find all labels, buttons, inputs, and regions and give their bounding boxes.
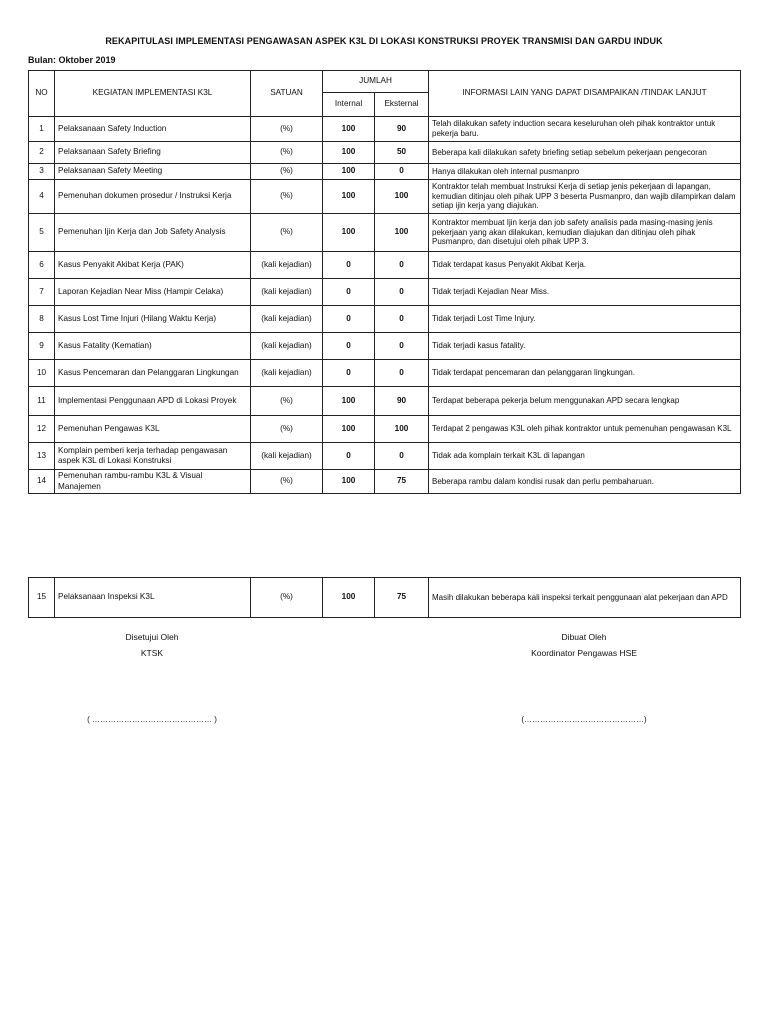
row-internal: 0 [323, 252, 375, 279]
row-info: Terdapat beberapa pekerja belum menggunakan APD secara lengkap [429, 387, 741, 416]
row-unit: (kali kejadian) [251, 443, 323, 470]
row-external: 75 [375, 578, 429, 618]
row-external: 100 [375, 416, 429, 443]
table-row [29, 333, 741, 360]
row-unit: (kali kejadian) [251, 360, 323, 387]
row-internal: 0 [323, 360, 375, 387]
table-row [29, 252, 741, 279]
row-activity: Pemenuhan Ijin Kerja dan Job Safety Analysis [55, 214, 251, 252]
row-info: Beberapa kali dilakukan safety briefing setiap sebelum pekerjaan pengecoran [429, 142, 741, 164]
row-info: Tidak terjadi Kejadian Near Miss. [429, 279, 741, 306]
row-activity: Pelaksanaan Inspeksi K3L [55, 578, 251, 618]
table-row [29, 279, 741, 306]
row-info: Terdapat 2 pengawas K3L oleh pihak kontraktor untuk pemenuhan pengawasan K3L [429, 416, 741, 443]
row-external: 100 [375, 180, 429, 214]
row-internal: 100 [323, 578, 375, 618]
row-internal: 100 [323, 180, 375, 214]
row-no: 15 [29, 578, 55, 618]
header-internal: Internal [323, 93, 375, 117]
row-unit: (%) [251, 387, 323, 416]
row-unit: (kali kejadian) [251, 252, 323, 279]
row-activity: Pemenuhan rambu-rambu K3L & Visual Manajemen [55, 470, 251, 494]
row-external: 100 [375, 214, 429, 252]
row-activity: Komplain pemberi kerja terhadap pengawasan aspek K3L di Lokasi Konstruksi [55, 443, 251, 470]
row-no: 2 [29, 142, 55, 164]
row-no: 9 [29, 333, 55, 360]
table-row [29, 180, 741, 214]
row-info: Tidak terdapat kasus Penyakit Akibat Kerja. [429, 252, 741, 279]
row-unit: (%) [251, 470, 323, 494]
header-total: JUMLAH [323, 71, 429, 93]
row-no: 11 [29, 387, 55, 416]
row-internal: 100 [323, 416, 375, 443]
report-month: Bulan: Oktober 2019 [28, 55, 116, 65]
table-row [29, 360, 741, 387]
header-external: Eksternal [375, 93, 429, 117]
table-row [29, 387, 741, 416]
header-unit: SATUAN [251, 71, 323, 117]
row-external: 0 [375, 333, 429, 360]
row-activity: Kasus Lost Time Injuri (Hilang Waktu Kerja) [55, 306, 251, 333]
table-row [29, 416, 741, 443]
row-unit: (kali kejadian) [251, 279, 323, 306]
table-row [29, 142, 741, 164]
header-no: NO [29, 71, 55, 117]
row-external: 0 [375, 306, 429, 333]
row-no: 1 [29, 117, 55, 142]
row-activity: Kasus Pencemaran dan Pelanggaran Lingkungan [55, 360, 251, 387]
row-internal: 100 [323, 214, 375, 252]
row-info: Tidak terjadi kasus fatality. [429, 333, 741, 360]
signature-prepared-blank: (………………………………………) [521, 715, 647, 724]
document-title: REKAPITULASI IMPLEMENTASI PENGAWASAN ASPEK K3L DI LOKASI KONSTRUKSI PROYEK TRANSMISI DAN GARDU INDUK [105, 36, 663, 46]
row-unit: (%) [251, 142, 323, 164]
k3l-recap-table-continued [28, 577, 741, 618]
row-unit: (%) [251, 416, 323, 443]
row-info: Tidak terjadi Lost Time Injury. [429, 306, 741, 333]
row-activity: Pelaksanaan Safety Briefing [55, 142, 251, 164]
signature-prepared-label: Dibuat Oleh [561, 632, 607, 642]
row-internal: 100 [323, 117, 375, 142]
signature-approved-blank: ( ……………………………………… ) [87, 715, 217, 724]
header-info: INFORMASI LAIN YANG DAPAT DISAMPAIKAN /TINDAK LANJUT [429, 71, 741, 117]
row-activity: Kasus Fatality (Kematian) [55, 333, 251, 360]
row-activity: Pelaksanaan Safety Meeting [55, 164, 251, 180]
row-no: 13 [29, 443, 55, 470]
row-external: 50 [375, 142, 429, 164]
signature-prepared [484, 632, 684, 664]
row-info: Tidak terdapat pencemaran dan pelanggaran lingkungan. [429, 360, 741, 387]
row-external: 0 [375, 360, 429, 387]
row-activity: Pemenuhan dokumen prosedur / Instruksi Kerja [55, 180, 251, 214]
row-internal: 100 [323, 470, 375, 494]
row-external: 0 [375, 252, 429, 279]
row-no: 5 [29, 214, 55, 252]
row-no: 3 [29, 164, 55, 180]
row-info: Masih dilakukan beberapa kali inspeksi terkait penggunaan alat pekerjaan dan APD [429, 578, 741, 618]
signature-prepared-role: Koordinator Pengawas HSE [531, 648, 637, 658]
row-activity: Pelaksanaan Safety Induction [55, 117, 251, 142]
row-internal: 0 [323, 443, 375, 470]
row-internal: 0 [323, 306, 375, 333]
header-activity: KEGIATAN IMPLEMENTASI K3L [55, 71, 251, 117]
row-info: Kontraktor telah membuat Instruksi Kerja di setiap jenis pekerjaan di lapangan, kemudian ditinjau oleh pihak UPP 3 beserta Pusmanpro, dan wajib dilampirkan dalam setiap ijin kerja yang diajukan. [429, 180, 741, 214]
row-info: Beberapa rambu dalam kondisi rusak dan perlu pembaharuan. [429, 470, 741, 494]
row-external: 75 [375, 470, 429, 494]
row-activity: Implementasi Penggunaan APD di Lokasi Proyek [55, 387, 251, 416]
row-internal: 0 [323, 279, 375, 306]
row-no: 4 [29, 180, 55, 214]
signature-approved [52, 632, 252, 664]
row-external: 0 [375, 279, 429, 306]
row-unit: (kali kejadian) [251, 333, 323, 360]
row-internal: 100 [323, 142, 375, 164]
row-no: 6 [29, 252, 55, 279]
row-external: 0 [375, 164, 429, 180]
row-unit: (%) [251, 164, 323, 180]
row-internal: 100 [323, 387, 375, 416]
table-row [29, 470, 741, 494]
table-row [29, 164, 741, 180]
table-row [29, 306, 741, 333]
table-row [29, 214, 741, 252]
row-internal: 100 [323, 164, 375, 180]
row-activity: Laporan Kejadian Near Miss (Hampir Celaka) [55, 279, 251, 306]
row-no: 7 [29, 279, 55, 306]
row-activity: Kasus Penyakit Akibat Kerja (PAK) [55, 252, 251, 279]
row-no: 10 [29, 360, 55, 387]
signature-approved-label: Disetujui Oleh [125, 632, 179, 642]
row-unit: (%) [251, 117, 323, 142]
row-external: 90 [375, 117, 429, 142]
row-info: Kontraktor membuat Ijin kerja dan job safety analisis pada masing-masing jenis pekerjaan yang akan dilakukan, kemudian diajukan dan ditinjau oleh pihak Pusmanpro, dan disetujui oleh pihak UPP 3. [429, 214, 741, 252]
row-no: 14 [29, 470, 55, 494]
row-no: 12 [29, 416, 55, 443]
row-info: Telah dilakukan safety induction secara keseluruhan oleh pihak kontraktor untuk pekerja baru. [429, 117, 741, 142]
row-unit: (%) [251, 578, 323, 618]
row-external: 90 [375, 387, 429, 416]
k3l-recap-table [28, 70, 741, 494]
row-info: Hanya dilakukan oleh internal pusmanpro [429, 164, 741, 180]
row-no: 8 [29, 306, 55, 333]
row-external: 0 [375, 443, 429, 470]
row-unit: (kali kejadian) [251, 306, 323, 333]
row-internal: 0 [323, 333, 375, 360]
row-unit: (%) [251, 180, 323, 214]
row-info: Tidak ada komplain terkait K3L di lapangan [429, 443, 741, 470]
row-unit: (%) [251, 214, 323, 252]
table-row [29, 578, 741, 618]
signature-approved-role: KTSK [140, 648, 164, 658]
row-activity: Pemenuhan Pengawas K3L [55, 416, 251, 443]
table-row [29, 443, 741, 470]
table-row [29, 117, 741, 142]
